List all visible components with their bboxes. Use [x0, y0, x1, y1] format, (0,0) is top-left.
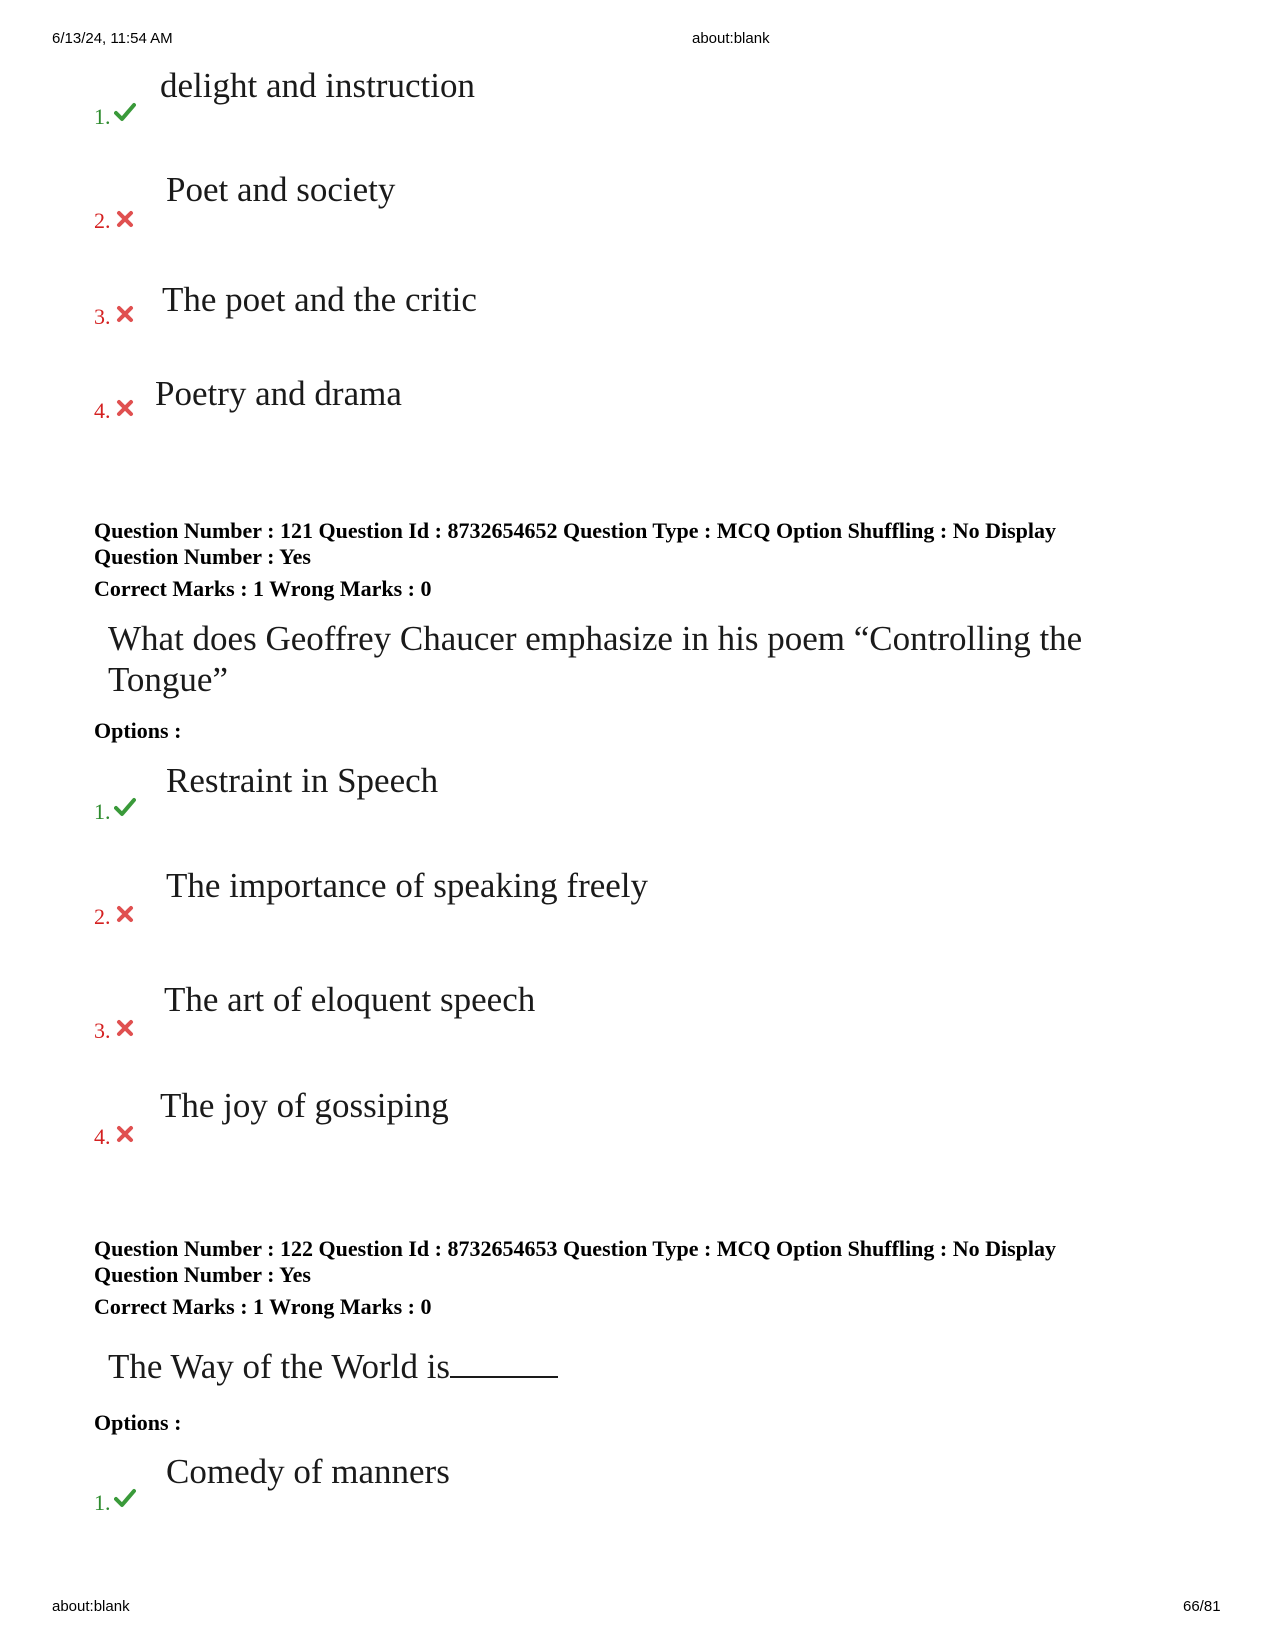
question-meta: Question Number : 121 Question Id : 8732654652 Question Type : MCQ Option Shuffling : No Display: [94, 518, 1057, 543]
option-number: 1.: [94, 799, 111, 824]
check-icon: [114, 1487, 136, 1509]
option-number: 3.: [94, 304, 111, 329]
option-number: 2.: [94, 904, 111, 929]
option-text: delight and instruction: [160, 66, 475, 105]
question-meta: Question Number : 122 Question Id : 8732654653 Question Type : MCQ Option Shuffling : No Display: [94, 1236, 1057, 1261]
check-icon: [114, 796, 136, 818]
print-header-url: about:blank: [692, 30, 770, 47]
options-label: Options :: [94, 1410, 182, 1435]
cross-icon: [114, 303, 136, 325]
option-text: The joy of gossiping: [160, 1086, 449, 1125]
option-text: The poet and the critic: [162, 280, 477, 319]
option-text: Restraint in Speech: [166, 761, 439, 800]
option-number: 1.: [94, 104, 111, 129]
option-number: 4.: [94, 398, 111, 423]
option-text: Comedy of manners: [166, 1452, 450, 1491]
cross-icon: [114, 1123, 136, 1145]
option-number: 1.: [94, 1490, 111, 1515]
question-meta-display: Question Number : Yes: [94, 1262, 311, 1287]
option-text: The importance of speaking freely: [166, 866, 649, 905]
option-number: 3.: [94, 1018, 111, 1043]
question-marks: Correct Marks : 1 Wrong Marks : 0: [94, 576, 432, 601]
option-text: Poet and society: [166, 170, 396, 209]
question-text-continued: Tongue”: [108, 660, 229, 699]
print-footer-url: about:blank: [52, 1598, 130, 1615]
answer-blank-line: [450, 1346, 558, 1378]
question-marks: Correct Marks : 1 Wrong Marks : 0: [94, 1294, 432, 1319]
cross-icon: [114, 208, 136, 230]
check-icon: [114, 101, 136, 123]
option-number: 4.: [94, 1124, 111, 1149]
option-number: 2.: [94, 208, 111, 233]
option-text: The art of eloquent speech: [164, 980, 536, 1019]
question-text: What does Geoffrey Chaucer emphasize in his poem “Controlling the: [108, 619, 1083, 658]
options-label: Options :: [94, 718, 182, 743]
cross-icon: [114, 1017, 136, 1039]
question-meta-display: Question Number : Yes: [94, 544, 311, 569]
page-number: 66/81: [1183, 1598, 1221, 1615]
option-text: Poetry and drama: [155, 374, 402, 413]
cross-icon: [114, 397, 136, 419]
cross-icon: [114, 903, 136, 925]
question-text: [108, 1346, 1158, 1387]
question-text-content: The Way of the World is: [108, 1347, 451, 1386]
print-header-datetime: 6/13/24, 11:54 AM: [52, 30, 173, 47]
